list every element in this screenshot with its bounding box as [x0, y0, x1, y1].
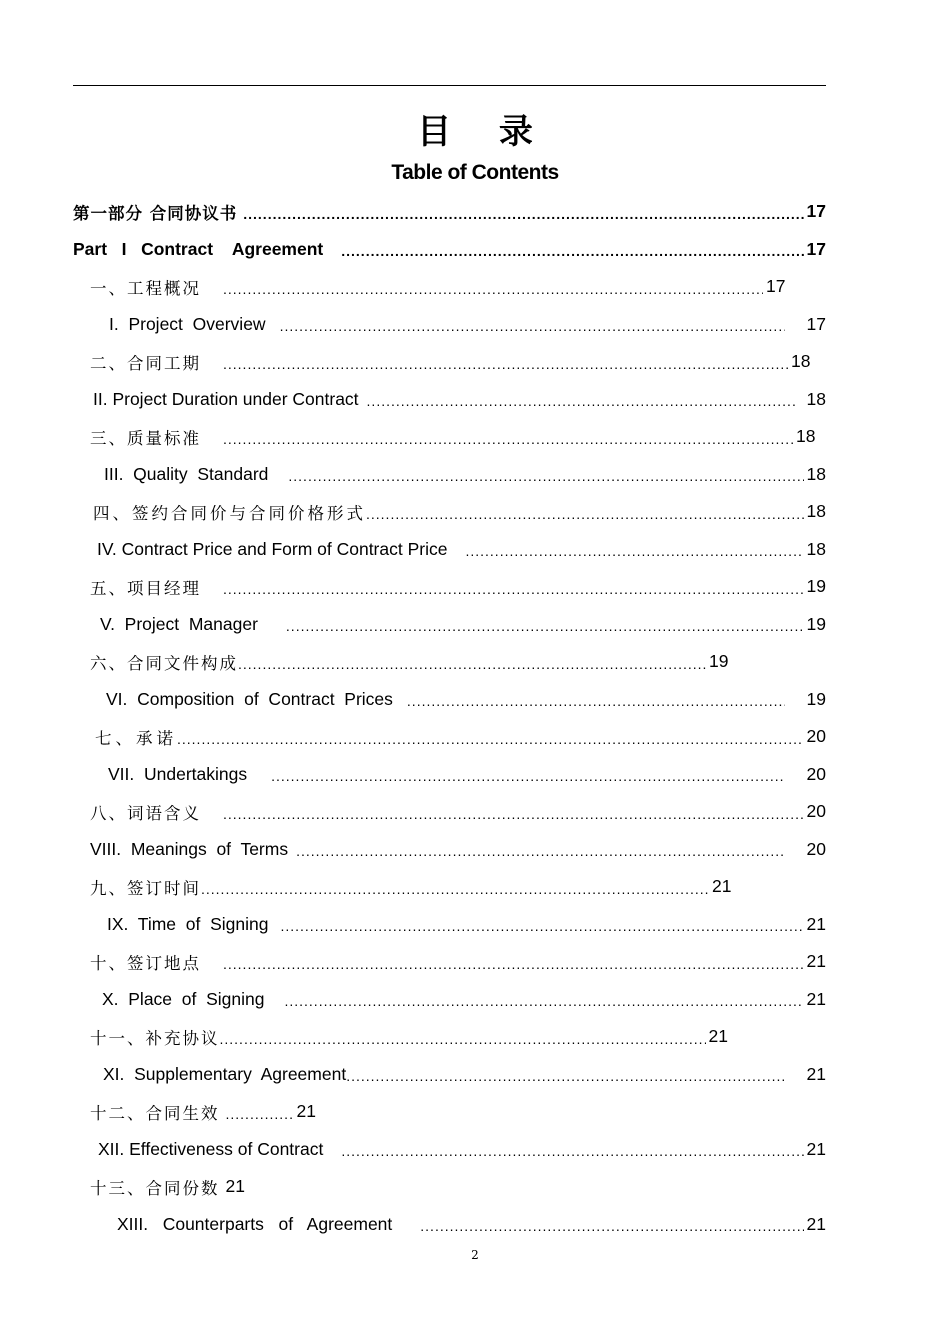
- toc-leader-dots: [366, 506, 804, 522]
- toc-entry[interactable]: [73, 306, 826, 344]
- toc-entry-label: 五、项目经理: [90, 578, 201, 598]
- toc-entry[interactable]: [73, 606, 826, 644]
- toc-leader-dots: [223, 581, 804, 597]
- toc-entry-page: 21: [708, 1026, 728, 1047]
- toc-leader-dots: [407, 693, 785, 709]
- toc-entry-label: 六、合同文件构成: [90, 653, 238, 673]
- toc-entry-label: V. Project Manager: [100, 613, 258, 634]
- toc-entry-label: 十、签订地点: [90, 953, 201, 973]
- toc-entry-page: 20: [806, 801, 826, 822]
- toc-entry[interactable]: [73, 756, 826, 794]
- toc-entry-page: 21: [712, 876, 732, 897]
- toc-leader-dots: [367, 393, 795, 409]
- toc-entry-label: 四、签约合同价与合同价格形式: [93, 503, 366, 523]
- toc-leader-dots: [280, 918, 803, 934]
- toc-leader-dots: [284, 993, 803, 1009]
- toc-entry-page: 19: [709, 651, 729, 672]
- toc-leader-dots: [296, 843, 784, 859]
- table-of-contents: [73, 193, 826, 1243]
- toc-entry-page: 21: [806, 913, 826, 934]
- toc-entry[interactable]: [73, 1018, 826, 1056]
- toc-leader-dots: [223, 431, 793, 447]
- toc-entry[interactable]: [73, 868, 826, 906]
- toc-entry-label: 第一部分 合同协议书: [73, 203, 238, 223]
- toc-entry-label: I. Project Overview: [109, 313, 266, 334]
- toc-entry[interactable]: [73, 1056, 826, 1094]
- toc-entry-page: 18: [806, 388, 826, 409]
- toc-entry[interactable]: [73, 1093, 826, 1131]
- toc-leader-dots: [201, 881, 709, 897]
- toc-entry-page: 17: [806, 313, 826, 334]
- toc-entry-label: XI. Supplementary Agreement: [103, 1063, 347, 1084]
- toc-entry-label: III. Quality Standard: [104, 463, 269, 484]
- toc-entry-page: 18: [806, 501, 826, 522]
- toc-entry[interactable]: [73, 981, 826, 1019]
- toc-entry-page: 18: [806, 463, 826, 484]
- toc-entry[interactable]: [73, 456, 826, 494]
- toc-entry-label: XII. Effectiveness of Contract: [98, 1138, 324, 1159]
- toc-entry-label: 二、合同工期: [90, 353, 201, 373]
- toc-title-chinese: 目 录: [417, 112, 551, 152]
- toc-entry-label: XIII. Counterparts of Agreement: [117, 1213, 393, 1234]
- toc-entry[interactable]: [73, 493, 826, 531]
- toc-entry-label: VII. Undertakings: [108, 763, 248, 784]
- toc-entry[interactable]: [73, 381, 826, 419]
- toc-entry-page: 18: [796, 426, 816, 447]
- toc-entry[interactable]: [73, 343, 826, 381]
- toc-title-english: Table of Contents: [391, 161, 559, 184]
- toc-entry-page: 19: [806, 688, 826, 709]
- toc-leader-dots: [238, 656, 706, 672]
- toc-leader-dots: [223, 956, 804, 972]
- toc-leader-dots: [220, 1031, 706, 1047]
- toc-entry[interactable]: [73, 418, 826, 456]
- toc-entry-page: 19: [806, 613, 826, 634]
- page-number: 2: [471, 1248, 479, 1262]
- toc-entry[interactable]: [73, 231, 826, 269]
- toc-entry[interactable]: [73, 1131, 826, 1169]
- toc-entry-page: 21: [806, 1213, 826, 1234]
- toc-entry-label: 十三、合同份数: [90, 1178, 220, 1198]
- toc-leader-dots: [177, 731, 804, 747]
- toc-entry-page: 21: [296, 1101, 316, 1122]
- toc-leader-dots: [223, 281, 763, 297]
- toc-entry-label: 七、承诺: [95, 728, 177, 748]
- toc-entry[interactable]: [73, 681, 826, 719]
- toc-leader-dots: [341, 1143, 803, 1159]
- toc-entry-page: 17: [766, 276, 786, 297]
- toc-leader-dots: [223, 806, 804, 822]
- toc-entry[interactable]: [73, 1206, 826, 1244]
- toc-entry-page: 21: [806, 951, 826, 972]
- toc-entry-label: 十二、合同生效: [90, 1103, 220, 1123]
- toc-entry-label: 八、词语含义: [90, 803, 201, 823]
- toc-entry-label: VI. Composition of Contract Prices: [106, 688, 393, 709]
- toc-entry-label: 九、签订时间: [90, 878, 201, 898]
- toc-entry[interactable]: [73, 831, 826, 869]
- toc-entry[interactable]: [73, 718, 826, 756]
- toc-leader-dots: [465, 543, 803, 559]
- toc-entry-page: 18: [806, 538, 826, 559]
- toc-entry-label: II. Project Duration under Contract: [93, 388, 359, 409]
- toc-entry-label: 三、质量标准: [90, 428, 201, 448]
- toc-entry-label: 十一、补充协议: [90, 1028, 220, 1048]
- toc-entry-label: IV. Contract Price and Form of Contract Price: [97, 538, 448, 559]
- toc-leader-dots: [288, 468, 803, 484]
- toc-entry-page: 18: [791, 351, 811, 372]
- toc-entry[interactable]: [73, 643, 826, 681]
- toc-entry-page: 20: [806, 838, 826, 859]
- toc-entry-label: Part I Contract Agreement: [73, 238, 324, 259]
- toc-entry-page: 21: [806, 1138, 826, 1159]
- header-rule: [73, 85, 826, 86]
- toc-entry[interactable]: [73, 268, 826, 306]
- toc-leader-dots: [271, 768, 784, 784]
- toc-entry-label: VIII. Meanings of Terms: [90, 838, 289, 859]
- toc-entry[interactable]: [73, 1168, 826, 1206]
- toc-entry[interactable]: [73, 793, 826, 831]
- toc-entry-page: 20: [806, 726, 826, 747]
- toc-entry-label: X. Place of Signing: [102, 988, 265, 1009]
- toc-leader-dots: [420, 1218, 803, 1234]
- toc-entry-page: 17: [806, 238, 826, 259]
- toc-leader-dots: [223, 356, 788, 372]
- toc-entry[interactable]: [73, 568, 826, 606]
- toc-entry-label: 一、工程概况: [90, 278, 201, 298]
- toc-leader-dots: [286, 618, 804, 634]
- toc-entry[interactable]: [73, 531, 826, 569]
- toc-entry-page: 20: [806, 763, 826, 784]
- toc-entry-page: 17: [806, 201, 826, 222]
- toc-leader-dots: [226, 1106, 294, 1122]
- toc-entry-label: IX. Time of Signing: [107, 913, 269, 934]
- toc-entry-page: 21: [806, 1063, 826, 1084]
- toc-leader-dots: [346, 1068, 784, 1084]
- toc-entry[interactable]: [73, 906, 826, 944]
- toc-entry-page: 19: [806, 576, 826, 597]
- toc-leader-dots: [280, 318, 785, 334]
- toc-entry-page: 21: [806, 988, 826, 1009]
- toc-entry[interactable]: [73, 193, 826, 231]
- toc-leader-dots: [243, 206, 803, 222]
- toc-leader-dots: [341, 243, 803, 259]
- toc-entry[interactable]: [73, 943, 826, 981]
- toc-entry-page: 21: [225, 1176, 245, 1197]
